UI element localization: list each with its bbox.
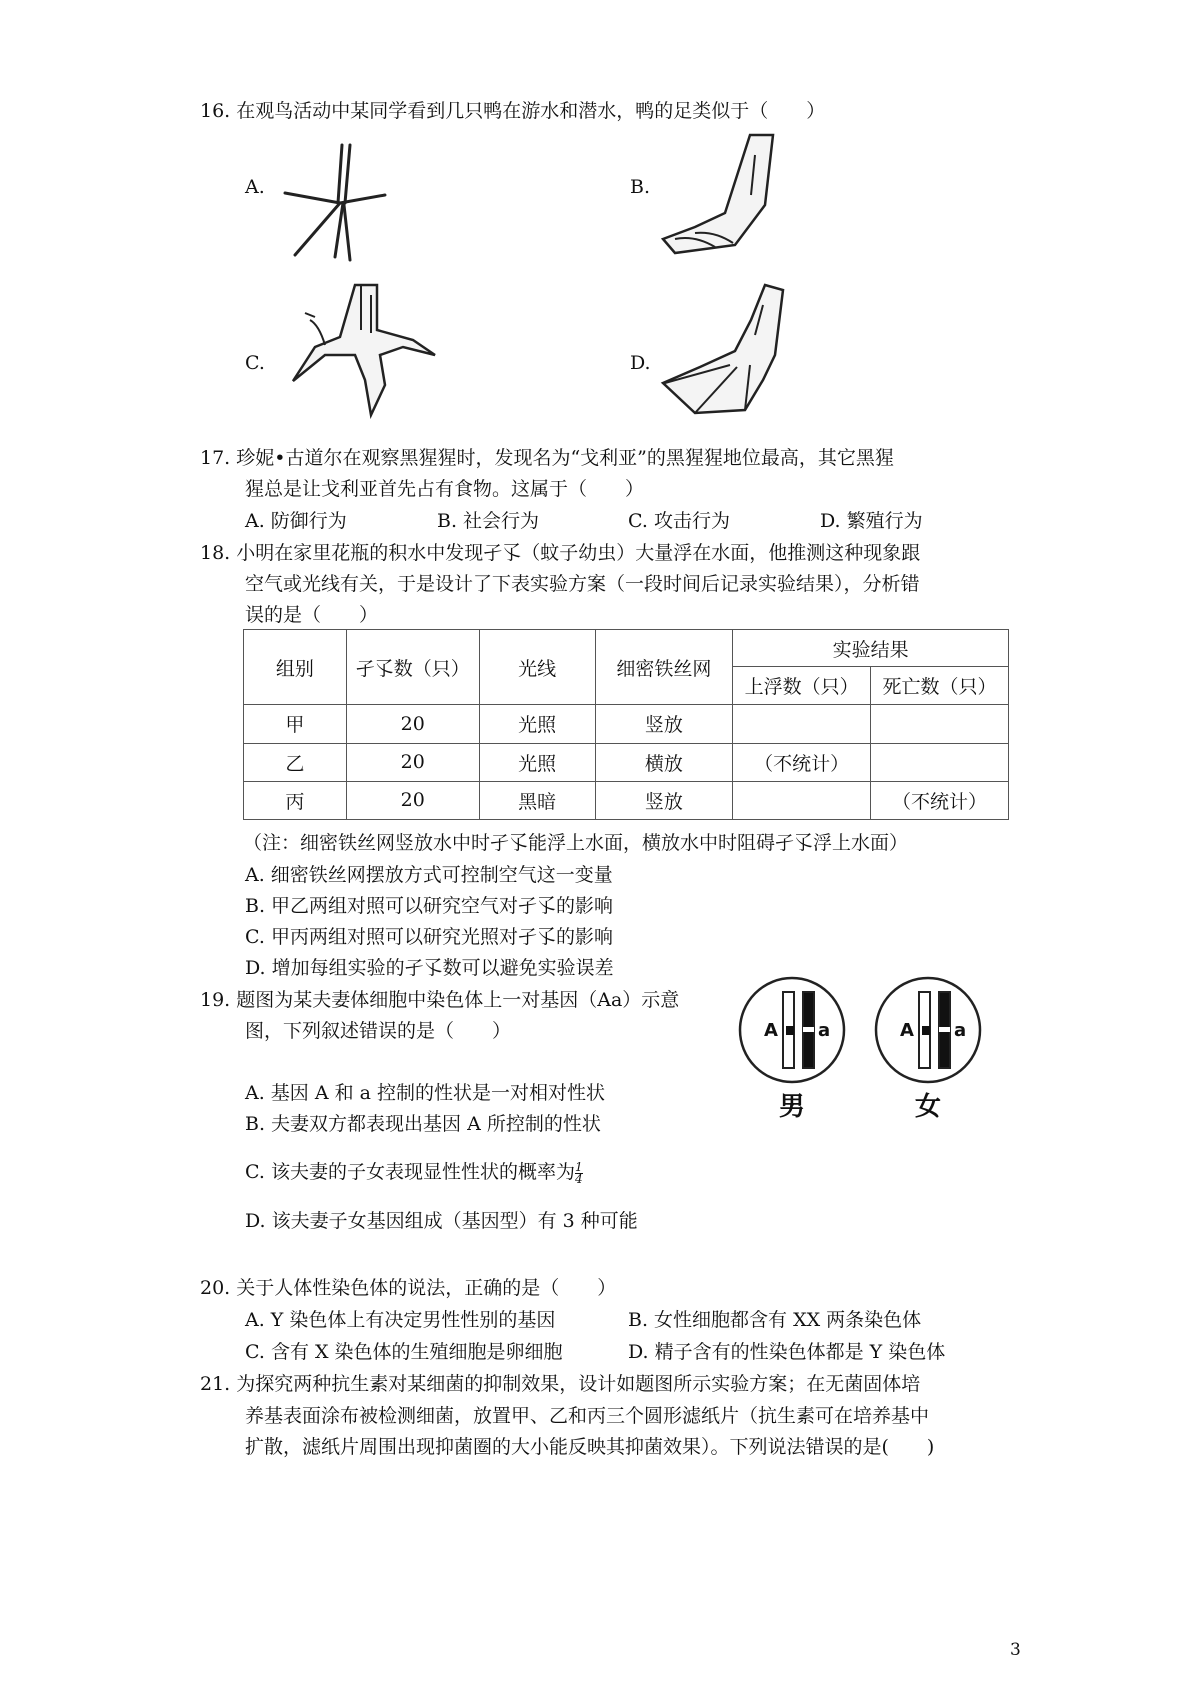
experiment-table	[243, 629, 1009, 820]
male-gene-label-a: a	[818, 1020, 831, 1041]
cell-light: 光照	[479, 705, 595, 743]
q21-line1: 21. 为探究两种抗生素对某细菌的抑制效果，设计如题图所示实验方案；在无菌固体培	[200, 1373, 921, 1395]
q17-option-c: C. 攻击行为	[628, 510, 730, 532]
female-gene-band-A	[922, 1026, 930, 1035]
page-number: 3	[1010, 1640, 1021, 1660]
male-cell	[740, 978, 844, 1082]
q18-option-b: B. 甲乙两组对照可以研究空气对孑孓的影响	[245, 895, 614, 917]
fraction	[574, 1159, 583, 1186]
q21-line2: 养基表面涂布被检测细菌，放置甲、乙和丙三个圆形滤纸片（抗生素可在培养基中	[245, 1405, 930, 1427]
header-result: 实验结果	[733, 630, 1009, 667]
fraction-denominator: 4	[574, 1171, 583, 1186]
q18-option-d: D. 增加每组实验的孑孓数可以避免实验误差	[245, 957, 614, 979]
q17-line1: 17. 珍妮•古道尔在观察黑猩猩时，发现名为“戈利亚”的黑猩猩地位最高，其它黑猩	[200, 447, 894, 469]
q17-line2: 猩总是让戈利亚首先占有食物。这属于（ ）	[245, 478, 645, 500]
header-mesh: 细密铁丝网	[595, 630, 733, 705]
cell-group: 甲	[244, 705, 347, 743]
table-row	[244, 743, 1009, 781]
q16-option-a-label: A.	[245, 176, 265, 198]
cell-mesh: 横放	[595, 743, 733, 781]
bird-foot-raptor-talons-icon	[285, 285, 445, 420]
q19-option-c	[245, 1157, 583, 1185]
q20-option-b: B. 女性细胞都含有 XX 两条染色体	[628, 1309, 922, 1331]
chromosome-figure	[740, 978, 990, 1138]
q17-option-d: D. 繁殖行为	[820, 510, 923, 532]
header-count: 孑孓数（只）	[346, 630, 479, 705]
male-label: 男	[778, 1092, 806, 1122]
cell-count: 20	[346, 705, 479, 743]
male-gene-band-a	[803, 1027, 814, 1032]
cell-dead	[871, 743, 1009, 781]
q18-option-c: C. 甲丙两组对照可以研究光照对孑孓的影响	[245, 926, 613, 948]
q20-option-a: A. Y 染色体上有决定男性性别的基因	[245, 1309, 556, 1331]
cell-dead: （不统计）	[871, 781, 1009, 819]
q19-option-b: B. 夫妻双方都表现出基因 A 所控制的性状	[245, 1113, 601, 1135]
cell-mesh: 竖放	[595, 705, 733, 743]
cell-float	[733, 781, 871, 819]
q20-option-d: D. 精子含有的性染色体都是 Y 染色体	[628, 1341, 946, 1363]
fraction-numerator: 1	[574, 1159, 583, 1174]
cell-light: 黑暗	[479, 781, 595, 819]
q18-line1: 18. 小明在家里花瓶的积水中发现孑孓（蚊子幼虫）大量浮在水面，他推测这种现象跟	[200, 542, 921, 564]
q18-line3: 误的是（ ）	[245, 604, 379, 626]
q17-option-a: A. 防御行为	[245, 510, 347, 532]
cell-group: 丙	[244, 781, 347, 819]
female-label: 女	[914, 1092, 942, 1122]
q19-option-c-text: C. 该夫妻的子女表现显性性状的概率为	[245, 1161, 575, 1183]
q16-option-c-label: C.	[245, 352, 265, 374]
male-gene-band-A	[786, 1026, 794, 1035]
table-row	[244, 781, 1009, 819]
q18-line2: 空气或光线有关，于是设计了下表实验方案（一段时间后记录实验结果），分析错	[245, 573, 920, 595]
cell-float: （不统计）	[733, 743, 871, 781]
q18-option-a: A. 细密铁丝网摆放方式可控制空气这一变量	[245, 864, 613, 886]
cell-dead	[871, 705, 1009, 743]
header-dead: 死亡数（只）	[871, 667, 1009, 705]
female-gene-band-a	[939, 1027, 950, 1032]
bird-foot-webbed-icon	[655, 285, 795, 420]
header-group: 组别	[244, 630, 347, 705]
cell-float	[733, 705, 871, 743]
cell-count: 20	[346, 781, 479, 819]
q19-option-a: A. 基因 A 和 a 控制的性状是一对相对性状	[245, 1082, 606, 1104]
q16-option-d-label: D.	[630, 352, 651, 374]
female-gene-label-a: a	[954, 1020, 967, 1041]
cell-mesh: 竖放	[595, 781, 733, 819]
female-cell	[876, 978, 980, 1082]
q19-option-d: D. 该夫妻子女基因组成（基因型）有 3 种可能	[245, 1210, 638, 1232]
cell-count: 20	[346, 743, 479, 781]
cell-light: 光照	[479, 743, 595, 781]
bird-foot-grasping-icon	[655, 135, 790, 260]
table-row	[244, 705, 1009, 743]
header-light: 光线	[479, 630, 595, 705]
q20-option-c: C. 含有 X 染色体的生殖细胞是卵细胞	[245, 1341, 563, 1363]
bird-foot-thin-toes-icon	[280, 145, 400, 265]
cell-group: 乙	[244, 743, 347, 781]
q19-line1: 19. 题图为某夫妻体细胞中染色体上一对基因（Aa）示意	[200, 989, 680, 1011]
q16-option-b-label: B.	[630, 176, 651, 198]
header-float: 上浮数（只）	[733, 667, 871, 705]
male-gene-label-A: A	[764, 1020, 778, 1041]
q20-stem: 20. 关于人体性染色体的说法，正确的是（ ）	[200, 1277, 617, 1299]
q19-line2: 图，下列叙述错误的是（ ）	[245, 1020, 512, 1042]
female-gene-label-A: A	[900, 1020, 914, 1041]
q16-stem: 16. 在观鸟活动中某同学看到几只鸭在游水和潜水，鸭的足类似于（ ）	[200, 100, 826, 122]
q18-note: （注：细密铁丝网竖放水中时孑孓能浮上水面，横放水中时阻碍孑孓浮上水面）	[243, 832, 909, 854]
q21-line3: 扩散，滤纸片周围出现抑菌圈的大小能反映其抑菌效果）。下列说法错误的是( )	[245, 1436, 935, 1458]
q17-option-b: B. 社会行为	[437, 510, 540, 532]
